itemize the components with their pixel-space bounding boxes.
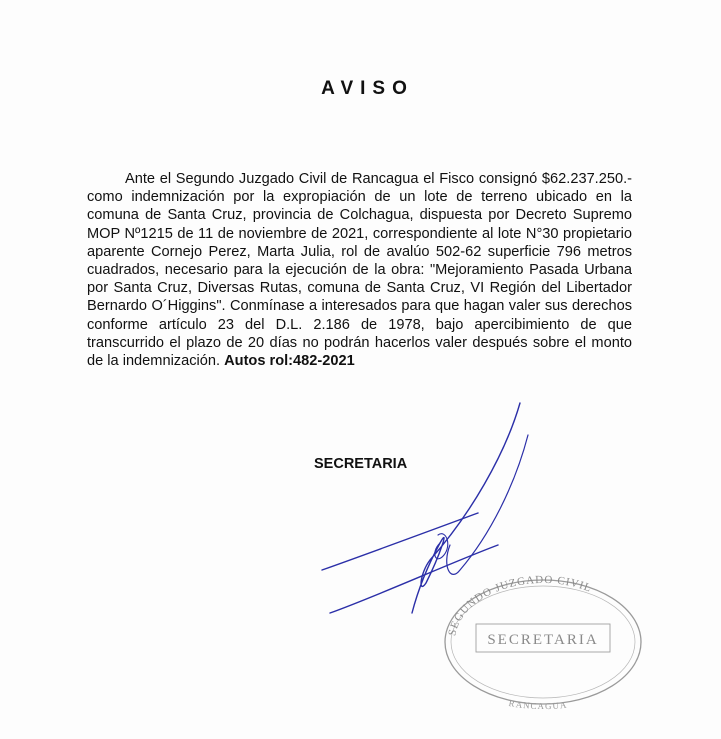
signer-title: SECRETARIA — [314, 456, 408, 472]
stamp-top-text: SEGUNDO JUZGADO CIVIL — [446, 573, 594, 637]
notice-paragraph: Ante el Segundo Juzgado Civil de Rancagua el Fisco consignó $62.237.250.- como indemnización por la expropiación de un lote de terreno ubicado en la comuna de Santa Cruz, provincia de Colchagua, dispuesta por Decreto Supremo MOP Nº1215 de 11 de noviembre de 2021, correspondiente al lote N°30 propietario aparente Cornejo Perez, Marta Julia, rol de avalúo 502-62 superficie 796 metros cuadrados, necesario para la ejecución de la obra: "Mejoramiento Pasada Urbana por Santa Cruz, Diversas Rutas, comuna de Santa Cruz, VI Región del Libertador Bernardo O´Higgins". Conmínase a interesados para que hagan valer sus derechos conforme artículo 23 del D.L. 2.186 de 1978, bajo apercibimiento de que transcurrido el plazo de 20 días no podrán hacerlos valer después sobre el monto de la indemnización. — [87, 171, 632, 370]
notice-body — [87, 170, 632, 370]
stamp-bottom-text: RANCAGUA — [507, 697, 568, 712]
stamp-middle-text: SECRETARIA — [487, 632, 599, 648]
court-stamp — [438, 572, 648, 712]
document-title: AVISO — [321, 78, 414, 99]
case-number: Autos rol:482-2021 — [224, 353, 355, 370]
